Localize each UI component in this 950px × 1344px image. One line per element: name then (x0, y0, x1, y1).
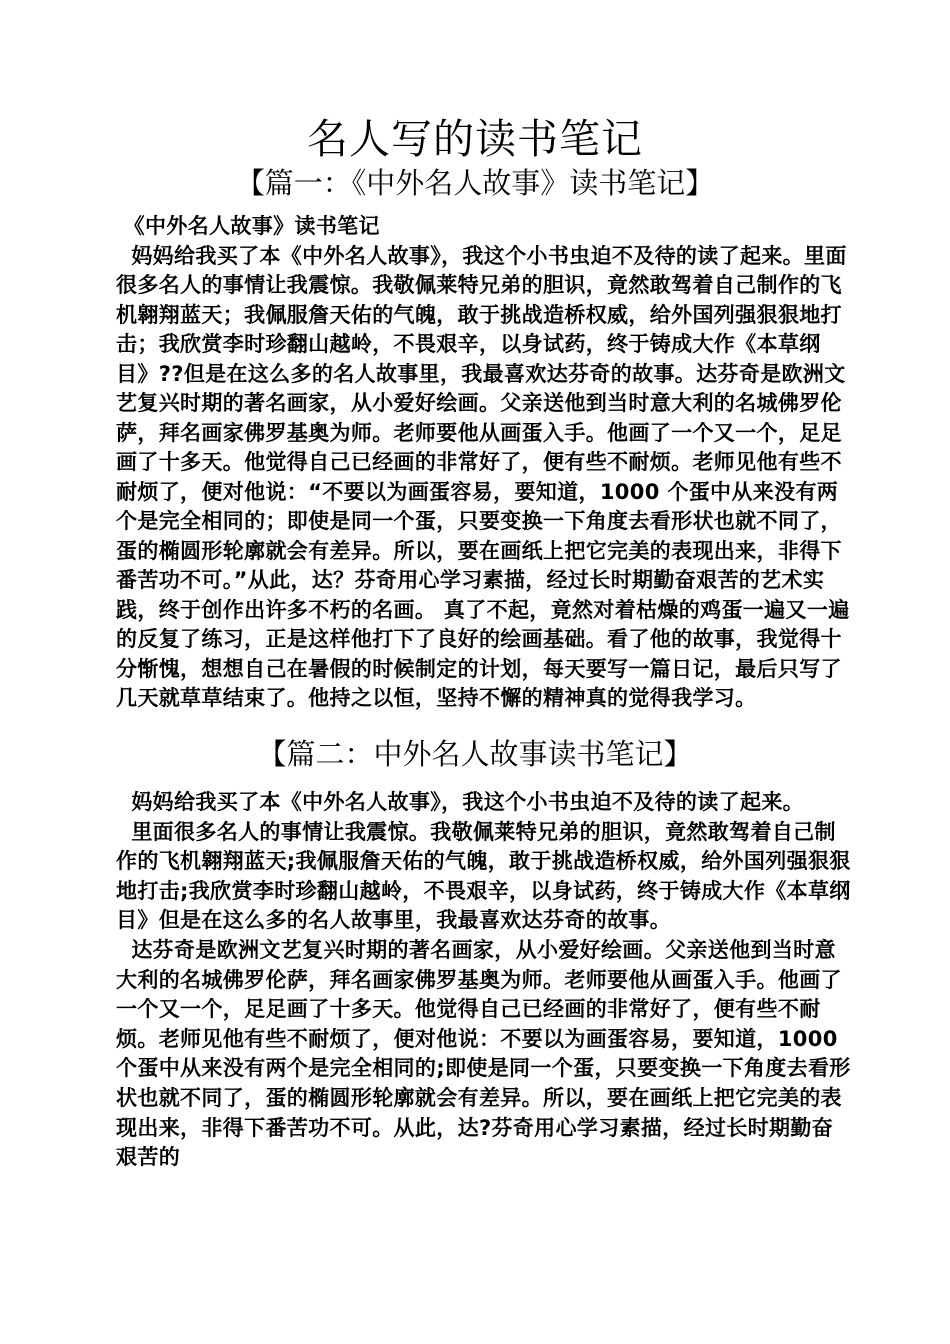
section-2-body (116, 788, 852, 1173)
section-1-body (116, 212, 852, 714)
section-1-subtitle: 《中外名人故事》读书笔记 (116, 214, 380, 238)
section-2-paragraph: 达芬奇是欧洲文艺复兴时期的著名画家，从小爱好绘画。父亲送他到当时意大利的名城佛罗伦萨，拜名画家佛罗基奥为师。老师要他从画蛋入手。他画了一个又一个，足足画了十多天。他觉得自己已经画的非常好了，便有些不耐烦。老师见他有些不耐烦了，便对他说：不要以为画蛋容易，要知道，1000 个蛋中从来没有两个是完全相同的;即使是同一个蛋，只要变换一下角度去看形状也就不同了，蛋的椭圆形轮廓就会有差异。所以，要在画纸上把它完美的表现出来，非得下番苦功不可。从此，达?芬奇用心学习素描，经过长时期勤奋艰苦的 (116, 937, 851, 1170)
document-title: 名人写的读书笔记 (307, 115, 643, 163)
section-2-heading: 【篇二：中外名人故事读书笔记】 (257, 737, 693, 771)
section-2-paragraph: 里面很多名人的事情让我震惊。我敬佩莱特兄弟的胆识，竟然敢驾着自己制作的飞机翱翔蓝天;我佩服詹天佑的气魄，敢于挑战造桥权威，给外国列强狠狠地打击;我欣赏李时珍翻山越岭，不畏艰辛，以身试药，终于铸成大作《本草纲目》但是在这么多的名人故事里，我最喜欢达芬奇的故事。 (116, 819, 851, 933)
section-2-paragraph: 妈妈给我买了本《中外名人故事》，我这个小书虫迫不及待的读了起来。 (116, 790, 805, 814)
section-1-paragraph: 妈妈给我买了本《中外名人故事》，我这个小书虫迫不及待的读了起来。里面很多名人的事情让我震惊。我敬佩莱特兄弟的胆识，竟然敢驾着自己制作的飞机翱翔蓝天；我佩服詹天佑的气魄，敢于挑战造桥权威，给外国列强狠狠地打击；我欣赏李时珍翻山越岭，不畏艰辛，以身试药，终于铸成大作《本草纲目》??但是在这么多的名人故事里，我最喜欢达芬奇的故事。达芬奇是欧洲文艺复兴时期的著名画家，从小爱好绘画。父亲送他到当时意大利的名城佛罗伦萨，拜名画家佛罗基奥为师。老师要他从画蛋入手。他画了一个又一个，足足画了十多天。他觉得自己已经画的非常好了，便有些不耐烦。老师见他有些不耐烦了，便对他说：“不要以为画蛋容易，要知道，1000 个蛋中从来没有两个是完全相同的；即使是同一个蛋，只要变换一下角度去看形状也就不同了，蛋的椭圆形轮廓就会有差异。所以，要在画纸上把它完美的表现出来，非得下番苦功不可。”从此，达？芬奇用心学习素描，经过长时期勤奋艰苦的艺术实践，终于创作出许多不朽的名画。 真了不起，竟然对着枯燥的鸡蛋一遍又一遍的反复了练习，正是这样他打下了良好的绘画基础。看了他的故事，我觉得十分惭愧，想想自己在暑假的时候制定的计划，每天要写一篇日记，最后只写了几天就草草结束了。他持之以恒，坚持不懈的精神真的觉得我学习。 (116, 243, 850, 710)
section-1-heading: 【篇一：《中外名人故事》读书笔记】 (235, 166, 715, 200)
